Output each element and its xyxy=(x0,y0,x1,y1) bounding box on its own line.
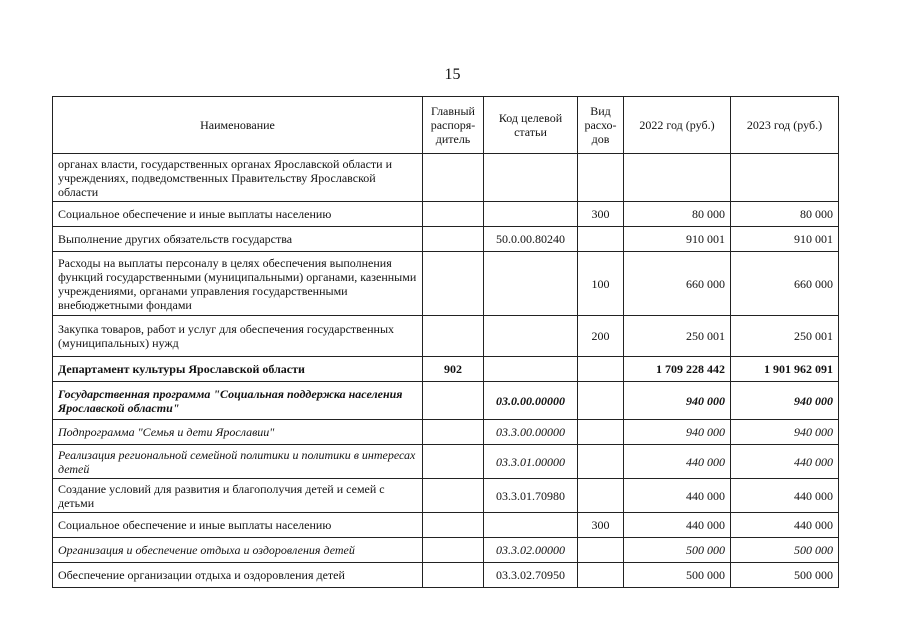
cell-expense-type xyxy=(578,563,624,588)
header-name: Наименование xyxy=(53,97,423,154)
cell-name: Выполнение других обязательств государства xyxy=(53,227,423,252)
cell-manager xyxy=(423,563,484,588)
table-row xyxy=(53,513,839,538)
cell-name: Обеспечение организации отдыха и оздоровления детей xyxy=(53,563,423,588)
table-row xyxy=(53,316,839,357)
cell-code: 03.3.01.00000 xyxy=(484,445,578,479)
cell-name: органах власти, государственных органах Ярославской области и учреждениях, подведомственных Правительству Ярославской области xyxy=(53,154,423,202)
cell-2023: 1 901 962 091 xyxy=(731,357,839,382)
table-row xyxy=(53,420,839,445)
table-row xyxy=(53,227,839,252)
header-2023: 2023 год (руб.) xyxy=(731,97,839,154)
cell-2023: 940 000 xyxy=(731,382,839,420)
cell-expense-type: 200 xyxy=(578,316,624,357)
cell-expense-type xyxy=(578,227,624,252)
cell-expense-type: 300 xyxy=(578,513,624,538)
cell-manager xyxy=(423,513,484,538)
cell-manager xyxy=(423,420,484,445)
cell-expense-type xyxy=(578,154,624,202)
table-row xyxy=(53,154,839,202)
table-row xyxy=(53,252,839,316)
cell-2023: 80 000 xyxy=(731,202,839,227)
cell-name: Социальное обеспечение и иные выплаты населению xyxy=(53,202,423,227)
cell-2022: 940 000 xyxy=(624,420,731,445)
cell-expense-type: 100 xyxy=(578,252,624,316)
cell-name: Реализация региональной семейной политики и политики в интересах детей xyxy=(53,445,423,479)
cell-code: 03.3.00.00000 xyxy=(484,420,578,445)
table-row xyxy=(53,563,839,588)
cell-code: 03.0.00.00000 xyxy=(484,382,578,420)
header-expense-type: Вид расхо-дов xyxy=(578,97,624,154)
cell-manager xyxy=(423,316,484,357)
cell-name: Организация и обеспечение отдыха и оздоровления детей xyxy=(53,538,423,563)
page-number: 15 xyxy=(444,66,461,83)
cell-2023: 940 000 xyxy=(731,420,839,445)
cell-name: Закупка товаров, работ и услуг для обеспечения государственных (муниципальных) нужд xyxy=(53,316,423,357)
table-header-row xyxy=(53,97,839,154)
cell-manager xyxy=(423,445,484,479)
cell-manager xyxy=(423,252,484,316)
cell-2022: 910 001 xyxy=(624,227,731,252)
table-row xyxy=(53,538,839,563)
cell-2022: 660 000 xyxy=(624,252,731,316)
table-row xyxy=(53,202,839,227)
cell-2022: 80 000 xyxy=(624,202,731,227)
cell-2022: 940 000 xyxy=(624,382,731,420)
table-body xyxy=(53,154,839,588)
cell-name: Департамент культуры Ярославской области xyxy=(53,357,423,382)
cell-code xyxy=(484,316,578,357)
cell-manager xyxy=(423,202,484,227)
cell-2022 xyxy=(624,154,731,202)
cell-manager: 902 xyxy=(423,357,484,382)
budget-table xyxy=(52,96,839,588)
cell-manager xyxy=(423,227,484,252)
cell-code xyxy=(484,513,578,538)
cell-expense-type xyxy=(578,357,624,382)
cell-code xyxy=(484,202,578,227)
cell-code: 03.3.02.70950 xyxy=(484,563,578,588)
cell-2023: 500 000 xyxy=(731,538,839,563)
cell-expense-type xyxy=(578,445,624,479)
header-code: Код целевой статьи xyxy=(484,97,578,154)
cell-manager xyxy=(423,154,484,202)
cell-code xyxy=(484,154,578,202)
cell-expense-type xyxy=(578,538,624,563)
cell-2022: 440 000 xyxy=(624,513,731,538)
cell-manager xyxy=(423,538,484,563)
cell-2023: 250 001 xyxy=(731,316,839,357)
cell-code: 50.0.00.80240 xyxy=(484,227,578,252)
table-row xyxy=(53,382,839,420)
cell-2022: 500 000 xyxy=(624,538,731,563)
cell-2023: 500 000 xyxy=(731,563,839,588)
cell-2022: 1 709 228 442 xyxy=(624,357,731,382)
cell-code: 03.3.02.00000 xyxy=(484,538,578,563)
cell-expense-type xyxy=(578,420,624,445)
cell-code xyxy=(484,357,578,382)
cell-2022: 440 000 xyxy=(624,445,731,479)
cell-expense-type xyxy=(578,382,624,420)
cell-name: Государственная программа "Социальная поддержка населения Ярославской области" xyxy=(53,382,423,420)
table-row xyxy=(53,479,839,513)
cell-2022: 440 000 xyxy=(624,479,731,513)
cell-2023: 910 001 xyxy=(731,227,839,252)
cell-manager xyxy=(423,479,484,513)
cell-code: 03.3.01.70980 xyxy=(484,479,578,513)
cell-2023: 440 000 xyxy=(731,513,839,538)
table-row xyxy=(53,445,839,479)
cell-name: Создание условий для развития и благополучия детей и семей с детьми xyxy=(53,479,423,513)
cell-expense-type xyxy=(578,479,624,513)
table-row xyxy=(53,357,839,382)
cell-2023: 440 000 xyxy=(731,479,839,513)
cell-2023: 660 000 xyxy=(731,252,839,316)
cell-name: Расходы на выплаты персоналу в целях обеспечения выполнения функций государственными (муниципальными) органами, казенными учреждениями, органами управления государственными внебюджетными фондами xyxy=(53,252,423,316)
cell-2022: 250 001 xyxy=(624,316,731,357)
cell-name: Подпрограмма "Семья и дети Ярославии" xyxy=(53,420,423,445)
cell-expense-type: 300 xyxy=(578,202,624,227)
cell-name: Социальное обеспечение и иные выплаты населению xyxy=(53,513,423,538)
header-2022: 2022 год (руб.) xyxy=(624,97,731,154)
cell-2022: 500 000 xyxy=(624,563,731,588)
cell-2023 xyxy=(731,154,839,202)
cell-manager xyxy=(423,382,484,420)
cell-code xyxy=(484,252,578,316)
header-manager: Главный распоря-дитель xyxy=(423,97,484,154)
cell-2023: 440 000 xyxy=(731,445,839,479)
